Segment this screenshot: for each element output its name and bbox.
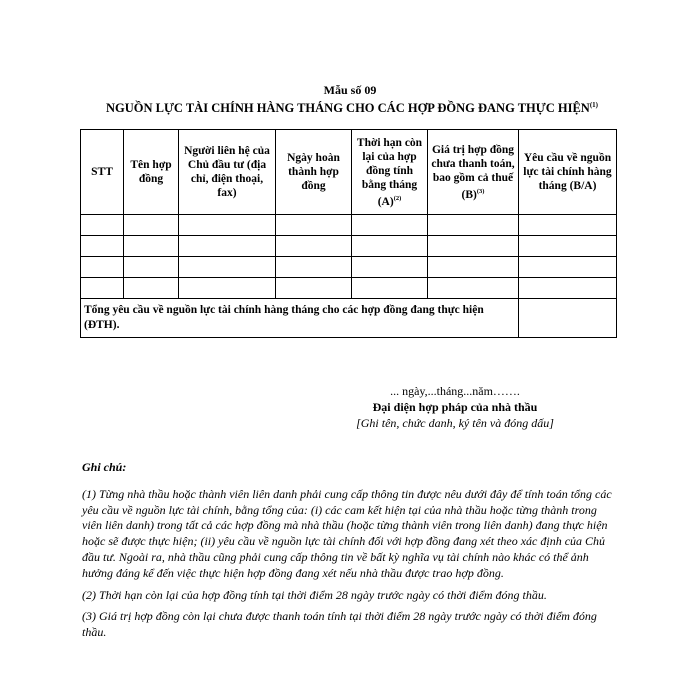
header-monthly-requirement: Yêu cầu về nguồn lực tài chính hàng tháng (B/A) [519,130,617,215]
table-header-row [81,130,617,215]
table-cell[interactable] [352,257,428,278]
form-number: Mẫu số 09 [323,83,377,97]
table-cell[interactable] [81,215,124,236]
header-completion-date: Ngày hoàn thành hợp đồng [276,130,352,215]
table-cell[interactable] [276,278,352,299]
note-item-1: (1) Từng nhà thầu hoặc thành viên liên danh phải cung cấp thông tin được nêu dưới đây để tính toán tổng các yêu cầu về nguồn lực tài chính, bằng tổng của: (i) các cam kết hiện tại của nhà thầu hoặc từng thành trong viên liên danh) trong tất cả các hợp đồng mà nhà thầu (hoặc từng thành viên trong liên danh) đang thực hiện hoặc sẽ được thực hiện; (ii) yêu cầu về nguồn lực tài chính đối với hợp đồng đang xét theo xác định của Chủ đầu tư. Ngoài ra, nhà thầu cũng phải cung cấp thông tin về bất kỳ nghĩa vụ tài chính nào khác có thể ảnh hưởng đáng kể đến việc thực hiện hợp đồng đang xét nếu nhà thầu được trao hợp đồng. [82,486,612,580]
document-title-text: NGUỒN LỰC TÀI CHÍNH HÀNG THÁNG CHO CÁC HỢP ĐỒNG ĐANG THỰC HIỆN [105,101,590,116]
table-cell[interactable] [81,278,124,299]
header-contract-name: Tên hợp đồng [124,130,179,215]
financial-resources-table [80,129,617,338]
table-cell[interactable] [352,236,428,257]
header-contact: Người liên hệ của Chủ đầu tư (địa chỉ, điện thoại, fax) [179,130,276,215]
table-cell[interactable] [179,215,276,236]
table-cell[interactable] [124,236,179,257]
table-row [81,257,617,278]
note-item-3: (3) Giá trị hợp đồng còn lại chưa được thanh toán tính tại thời điểm 28 ngày trước ngày có thời điểm đóng thầu. [82,609,597,640]
table-cell[interactable] [519,215,617,236]
signature-block [330,383,580,431]
table-cell[interactable] [276,236,352,257]
table-cell[interactable] [428,278,519,299]
signature-representative: Đại diện hợp pháp của nhà thầu [372,400,538,414]
table-cell[interactable] [81,236,124,257]
title-footnote-marker: (1) [589,101,598,109]
table-cell[interactable] [179,257,276,278]
header-unpaid-value [428,130,519,215]
table-cell[interactable] [428,215,519,236]
table-cell[interactable] [81,257,124,278]
table-cell[interactable] [276,257,352,278]
table-cell[interactable] [276,215,352,236]
note-item-2: (2) Thời hạn còn lại của hợp đồng tính tại thời điểm 28 ngày trước ngày có thời điểm đóng thầu. [82,587,547,602]
table-row [81,215,617,236]
header-unpaid-value-text: Giá trị hợp đồng chưa thanh toán, bao gồm cả thuế (B) [431,143,515,201]
total-row [81,299,617,338]
table-cell[interactable] [352,215,428,236]
footnote-marker-2: (2) [393,194,402,202]
table-cell[interactable] [179,236,276,257]
document-title [96,97,608,116]
header-remaining-time [352,130,428,215]
table-cell[interactable] [124,215,179,236]
footnote-marker-3: (3) [476,187,485,195]
notes-section [82,460,616,647]
table-cell[interactable] [519,257,617,278]
header-stt: STT [81,130,124,215]
table-cell[interactable] [519,278,617,299]
table-cell[interactable] [428,236,519,257]
table-cell[interactable] [124,278,179,299]
table-cell[interactable] [179,278,276,299]
signature-date-line: ... ngày,...tháng...năm……. [390,384,520,398]
table-row [81,236,617,257]
table-cell[interactable] [124,257,179,278]
total-requirement-value-cell[interactable] [519,299,617,338]
signature-instruction: [Ghi tên, chức danh, ký tên và đóng dấu] [356,416,554,430]
notes-heading: Ghi chú: [82,460,127,474]
table-row [81,278,617,299]
table-cell[interactable] [428,257,519,278]
table-cell[interactable] [519,236,617,257]
header-remaining-time-text: Thời hạn còn lại của hợp đồng tính bằng tháng (A) [356,136,423,208]
total-requirement-label: Tổng yêu cầu về nguồn lực tài chính hàng tháng cho các hợp đồng đang thực hiện (ĐTH). [81,299,519,338]
table-cell[interactable] [352,278,428,299]
